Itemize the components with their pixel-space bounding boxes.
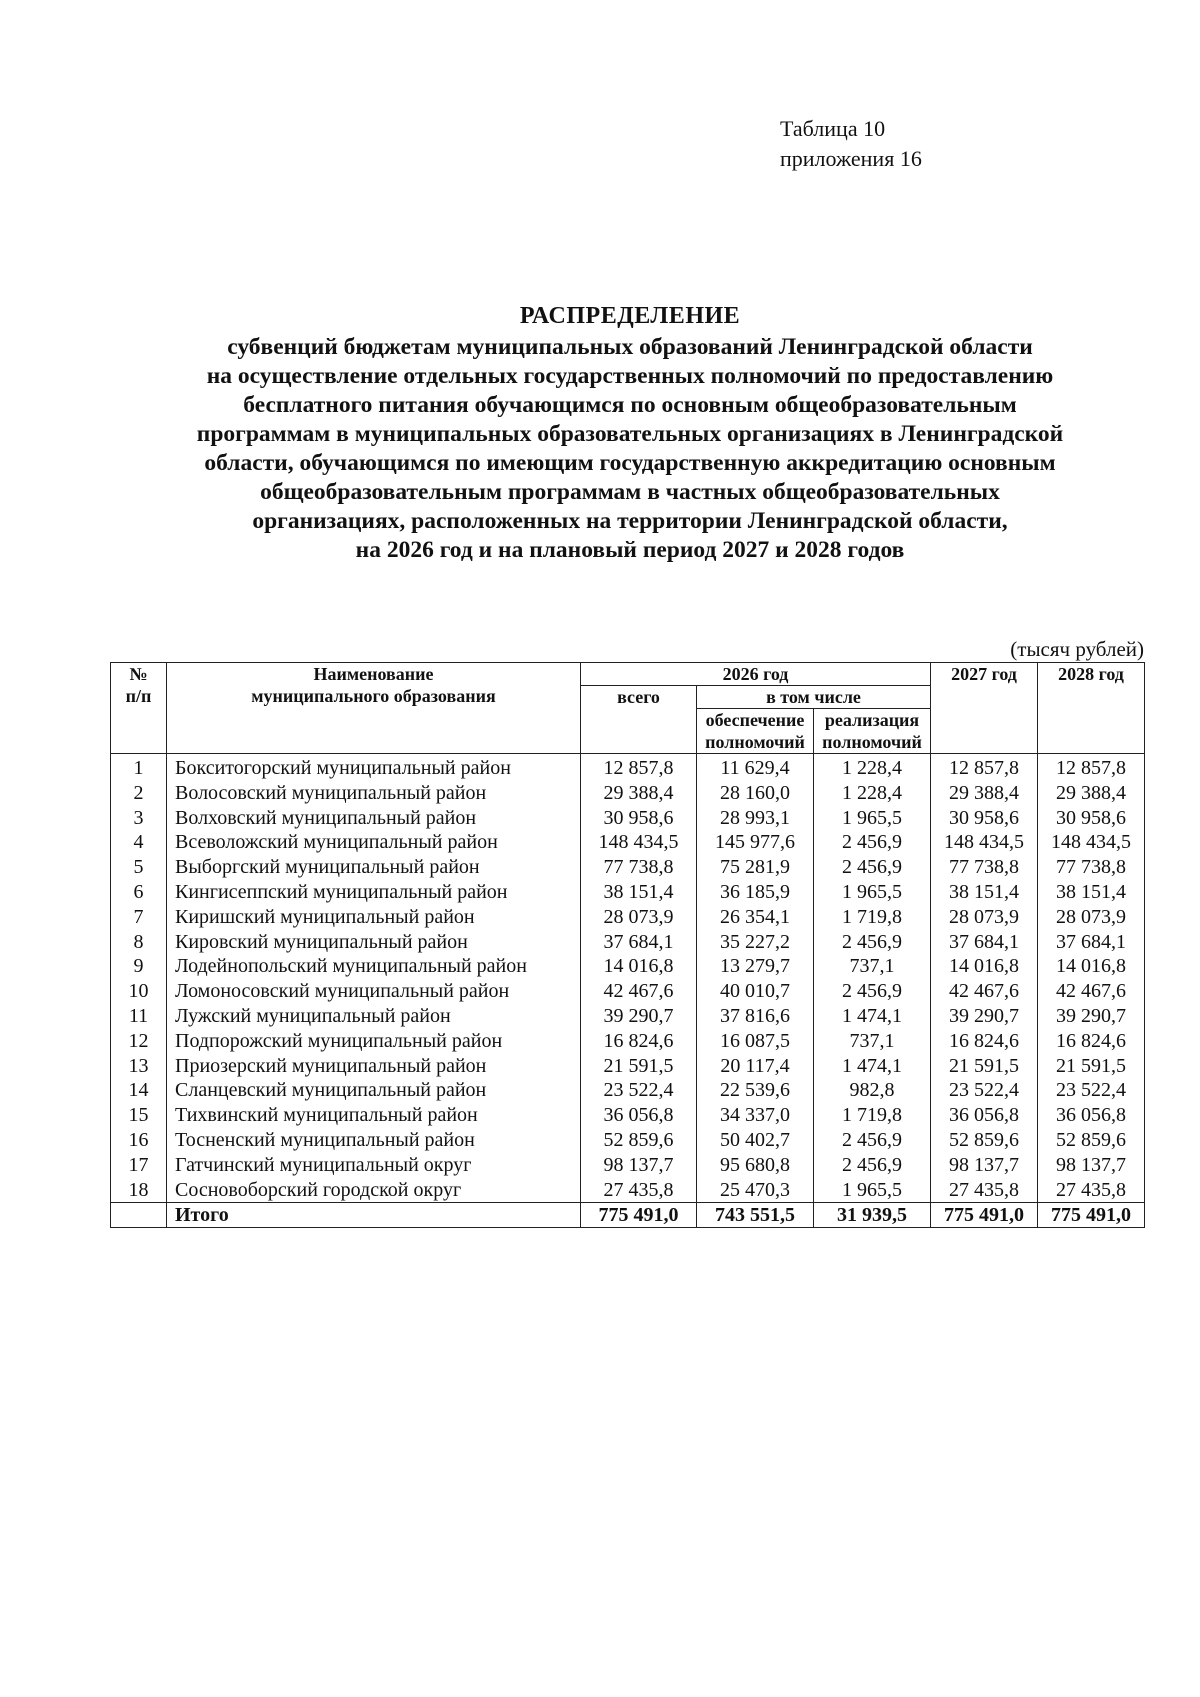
table-row bbox=[111, 954, 1145, 979]
value-2026-realization: 1 719,8 bbox=[814, 905, 931, 930]
table-row bbox=[111, 1029, 1145, 1054]
value-2027: 23 522,4 bbox=[931, 1078, 1038, 1103]
row-number: 1 bbox=[111, 754, 167, 781]
totals-2028: 775 491,0 bbox=[1038, 1203, 1145, 1228]
table-number-label: Таблица 10 bbox=[780, 116, 886, 141]
value-2026-realization: 1 474,1 bbox=[814, 1054, 931, 1079]
value-2028: 21 591,5 bbox=[1038, 1054, 1145, 1079]
value-2027: 37 684,1 bbox=[931, 930, 1038, 955]
value-2026-realization: 737,1 bbox=[814, 1029, 931, 1054]
value-2026-provision: 20 117,4 bbox=[697, 1054, 814, 1079]
table-row bbox=[111, 930, 1145, 955]
value-2027: 42 467,6 bbox=[931, 979, 1038, 1004]
value-2026-provision: 22 539,6 bbox=[697, 1078, 814, 1103]
units-label: (тысяч рублей) bbox=[1010, 637, 1144, 661]
value-2027: 39 290,7 bbox=[931, 1004, 1038, 1029]
table-row bbox=[111, 1004, 1145, 1029]
row-number: 14 bbox=[111, 1078, 167, 1103]
totals-2027: 775 491,0 bbox=[931, 1203, 1038, 1228]
value-2027: 77 738,8 bbox=[931, 855, 1038, 880]
table-row bbox=[111, 905, 1145, 930]
document-title bbox=[100, 302, 1160, 565]
municipality-name: Ломоносовский муниципальный район bbox=[167, 979, 581, 1004]
table-row bbox=[111, 754, 1145, 781]
value-2028: 39 290,7 bbox=[1038, 1004, 1145, 1029]
totals-label: Итого bbox=[167, 1203, 581, 1228]
value-2027: 38 151,4 bbox=[931, 880, 1038, 905]
value-2026-realization: 1 228,4 bbox=[814, 781, 931, 806]
value-2026-provision: 34 337,0 bbox=[697, 1103, 814, 1128]
value-2026-provision: 16 087,5 bbox=[697, 1029, 814, 1054]
table-row bbox=[111, 806, 1145, 831]
value-2026-provision: 36 185,9 bbox=[697, 880, 814, 905]
municipality-name: Тихвинский муниципальный район bbox=[167, 1103, 581, 1128]
value-2027: 29 388,4 bbox=[931, 781, 1038, 806]
totals-2026-provision: 743 551,5 bbox=[697, 1203, 814, 1228]
row-number: 11 bbox=[111, 1004, 167, 1029]
table-row bbox=[111, 1103, 1145, 1128]
municipality-name: Кировский муниципальный район bbox=[167, 930, 581, 955]
distribution-table bbox=[110, 662, 1145, 1228]
row-number: 8 bbox=[111, 930, 167, 955]
value-2026-total: 52 859,6 bbox=[581, 1128, 697, 1153]
document-title-subtitle bbox=[100, 333, 1160, 565]
value-2026-realization: 1 965,5 bbox=[814, 1178, 931, 1203]
header-2026-including: в том числе bbox=[697, 686, 931, 709]
totals-number-cell bbox=[111, 1203, 167, 1228]
value-2026-provision: 40 010,7 bbox=[697, 979, 814, 1004]
table-row bbox=[111, 1078, 1145, 1103]
value-2028: 37 684,1 bbox=[1038, 930, 1145, 955]
municipality-name: Лужский муниципальный район bbox=[167, 1004, 581, 1029]
appendix-note bbox=[780, 114, 922, 174]
value-2028: 12 857,8 bbox=[1038, 754, 1145, 781]
value-2027: 27 435,8 bbox=[931, 1178, 1038, 1203]
title-line: организациях, расположенных на территории Ленинградской области, bbox=[252, 508, 1008, 534]
table-header bbox=[111, 663, 1145, 754]
appendix-number-label: приложения 16 bbox=[780, 146, 922, 171]
value-2026-total: 98 137,7 bbox=[581, 1153, 697, 1178]
value-2026-provision: 37 816,6 bbox=[697, 1004, 814, 1029]
municipality-name: Подпорожский муниципальный район bbox=[167, 1029, 581, 1054]
value-2026-realization: 2 456,9 bbox=[814, 1153, 931, 1178]
value-2028: 38 151,4 bbox=[1038, 880, 1145, 905]
title-line: общеобразовательным программам в частных общеобразовательных bbox=[260, 479, 1000, 505]
municipality-name: Волосовский муниципальный район bbox=[167, 781, 581, 806]
table-row bbox=[111, 880, 1145, 905]
title-line: субвенций бюджетам муниципальных образований Ленинградской области bbox=[227, 334, 1033, 360]
row-number: 10 bbox=[111, 979, 167, 1004]
value-2028: 98 137,7 bbox=[1038, 1153, 1145, 1178]
value-2028: 36 056,8 bbox=[1038, 1103, 1145, 1128]
table-footer bbox=[111, 1203, 1145, 1228]
table-row bbox=[111, 830, 1145, 855]
value-2026-provision: 28 160,0 bbox=[697, 781, 814, 806]
value-2027: 21 591,5 bbox=[931, 1054, 1038, 1079]
value-2026-total: 77 738,8 bbox=[581, 855, 697, 880]
totals-2026-total: 775 491,0 bbox=[581, 1203, 697, 1228]
table-row bbox=[111, 781, 1145, 806]
row-number: 16 bbox=[111, 1128, 167, 1153]
value-2027: 14 016,8 bbox=[931, 954, 1038, 979]
row-number: 4 bbox=[111, 830, 167, 855]
municipality-name: Выборгский муниципальный район bbox=[167, 855, 581, 880]
header-number: № п/п bbox=[111, 663, 167, 754]
value-2027: 52 859,6 bbox=[931, 1128, 1038, 1153]
value-2026-total: 38 151,4 bbox=[581, 880, 697, 905]
value-2028: 16 824,6 bbox=[1038, 1029, 1145, 1054]
document-title-main: РАСПРЕДЕЛЕНИЕ bbox=[519, 303, 741, 329]
value-2026-total: 29 388,4 bbox=[581, 781, 697, 806]
value-2026-realization: 2 456,9 bbox=[814, 930, 931, 955]
value-2027: 36 056,8 bbox=[931, 1103, 1038, 1128]
header-2028: 2028 год bbox=[1038, 663, 1145, 754]
municipality-name: Бокситогорский муниципальный район bbox=[167, 754, 581, 781]
value-2027: 30 958,6 bbox=[931, 806, 1038, 831]
title-line: программам в муниципальных образовательных организациях в Ленинградской bbox=[196, 421, 1064, 447]
value-2026-total: 39 290,7 bbox=[581, 1004, 697, 1029]
municipality-name: Тосненский муниципальный район bbox=[167, 1128, 581, 1153]
value-2026-total: 148 434,5 bbox=[581, 830, 697, 855]
value-2026-provision: 95 680,8 bbox=[697, 1153, 814, 1178]
value-2026-realization: 982,8 bbox=[814, 1078, 931, 1103]
value-2026-provision: 13 279,7 bbox=[697, 954, 814, 979]
value-2026-provision: 35 227,2 bbox=[697, 930, 814, 955]
title-line: на 2026 год и на плановый период 2027 и 2028 годов bbox=[355, 537, 905, 563]
value-2026-total: 23 522,4 bbox=[581, 1078, 697, 1103]
value-2026-realization: 2 456,9 bbox=[814, 1128, 931, 1153]
totals-row bbox=[111, 1203, 1145, 1228]
header-2026-provision: обеспечение полномочий bbox=[697, 709, 814, 754]
value-2027: 28 073,9 bbox=[931, 905, 1038, 930]
value-2026-realization: 1 719,8 bbox=[814, 1103, 931, 1128]
value-2026-realization: 1 965,5 bbox=[814, 806, 931, 831]
value-2026-realization: 1 228,4 bbox=[814, 754, 931, 781]
title-line: бесплатного питания обучающимся по основным общеобразовательным bbox=[243, 392, 1017, 418]
table-row bbox=[111, 979, 1145, 1004]
municipality-name: Лодейнопольский муниципальный район bbox=[167, 954, 581, 979]
header-2027: 2027 год bbox=[931, 663, 1038, 754]
municipality-name: Кингисеппский муниципальный район bbox=[167, 880, 581, 905]
row-number: 5 bbox=[111, 855, 167, 880]
value-2027: 148 434,5 bbox=[931, 830, 1038, 855]
row-number: 17 bbox=[111, 1153, 167, 1178]
value-2026-realization: 1 474,1 bbox=[814, 1004, 931, 1029]
value-2028: 77 738,8 bbox=[1038, 855, 1145, 880]
value-2028: 27 435,8 bbox=[1038, 1178, 1145, 1203]
value-2028: 52 859,6 bbox=[1038, 1128, 1145, 1153]
header-municipality-name: Наименование муниципального образования bbox=[167, 663, 581, 754]
value-2026-total: 28 073,9 bbox=[581, 905, 697, 930]
row-number: 9 bbox=[111, 954, 167, 979]
value-2026-provision: 75 281,9 bbox=[697, 855, 814, 880]
municipality-name: Гатчинский муниципальный округ bbox=[167, 1153, 581, 1178]
value-2026-total: 27 435,8 bbox=[581, 1178, 697, 1203]
value-2026-provision: 11 629,4 bbox=[697, 754, 814, 781]
value-2028: 148 434,5 bbox=[1038, 830, 1145, 855]
value-2028: 14 016,8 bbox=[1038, 954, 1145, 979]
value-2027: 98 137,7 bbox=[931, 1153, 1038, 1178]
value-2028: 28 073,9 bbox=[1038, 905, 1145, 930]
title-line: области, обучающимся по имеющим государственную аккредитацию основным bbox=[204, 450, 1056, 476]
value-2026-total: 14 016,8 bbox=[581, 954, 697, 979]
row-number: 3 bbox=[111, 806, 167, 831]
municipality-name: Киришский муниципальный район bbox=[167, 905, 581, 930]
value-2027: 12 857,8 bbox=[931, 754, 1038, 781]
table-row bbox=[111, 1054, 1145, 1079]
municipality-name: Сланцевский муниципальный район bbox=[167, 1078, 581, 1103]
value-2026-total: 37 684,1 bbox=[581, 930, 697, 955]
header-2026: 2026 год bbox=[581, 663, 931, 686]
table-body bbox=[111, 754, 1145, 1203]
value-2026-total: 21 591,5 bbox=[581, 1054, 697, 1079]
value-2028: 30 958,6 bbox=[1038, 806, 1145, 831]
table-row bbox=[111, 855, 1145, 880]
value-2026-realization: 737,1 bbox=[814, 954, 931, 979]
value-2028: 23 522,4 bbox=[1038, 1078, 1145, 1103]
value-2026-provision: 50 402,7 bbox=[697, 1128, 814, 1153]
table-row bbox=[111, 1128, 1145, 1153]
row-number: 6 bbox=[111, 880, 167, 905]
value-2028: 42 467,6 bbox=[1038, 979, 1145, 1004]
value-2026-realization: 2 456,9 bbox=[814, 830, 931, 855]
municipality-name: Волховский муниципальный район bbox=[167, 806, 581, 831]
table-row bbox=[111, 1178, 1145, 1203]
value-2026-total: 30 958,6 bbox=[581, 806, 697, 831]
value-2026-total: 16 824,6 bbox=[581, 1029, 697, 1054]
value-2027: 16 824,6 bbox=[931, 1029, 1038, 1054]
municipality-name: Всеволожский муниципальный район bbox=[167, 830, 581, 855]
header-2026-realization: реализация полномочий bbox=[814, 709, 931, 754]
value-2026-total: 12 857,8 bbox=[581, 754, 697, 781]
row-number: 18 bbox=[111, 1178, 167, 1203]
value-2026-realization: 1 965,5 bbox=[814, 880, 931, 905]
value-2026-realization: 2 456,9 bbox=[814, 855, 931, 880]
title-line: на осуществление отдельных государственных полномочий по предоставлению bbox=[206, 363, 1054, 389]
municipality-name: Приозерский муниципальный район bbox=[167, 1054, 581, 1079]
value-2026-provision: 25 470,3 bbox=[697, 1178, 814, 1203]
municipality-name: Сосновоборский городской округ bbox=[167, 1178, 581, 1203]
value-2026-provision: 145 977,6 bbox=[697, 830, 814, 855]
value-2026-provision: 26 354,1 bbox=[697, 905, 814, 930]
table-row bbox=[111, 1153, 1145, 1178]
value-2026-realization: 2 456,9 bbox=[814, 979, 931, 1004]
totals-2026-realization: 31 939,5 bbox=[814, 1203, 931, 1228]
row-number: 13 bbox=[111, 1054, 167, 1079]
value-2026-total: 42 467,6 bbox=[581, 979, 697, 1004]
value-2026-total: 36 056,8 bbox=[581, 1103, 697, 1128]
row-number: 2 bbox=[111, 781, 167, 806]
value-2028: 29 388,4 bbox=[1038, 781, 1145, 806]
row-number: 7 bbox=[111, 905, 167, 930]
row-number: 15 bbox=[111, 1103, 167, 1128]
row-number: 12 bbox=[111, 1029, 167, 1054]
header-2026-total: всего bbox=[581, 686, 697, 754]
value-2026-provision: 28 993,1 bbox=[697, 806, 814, 831]
